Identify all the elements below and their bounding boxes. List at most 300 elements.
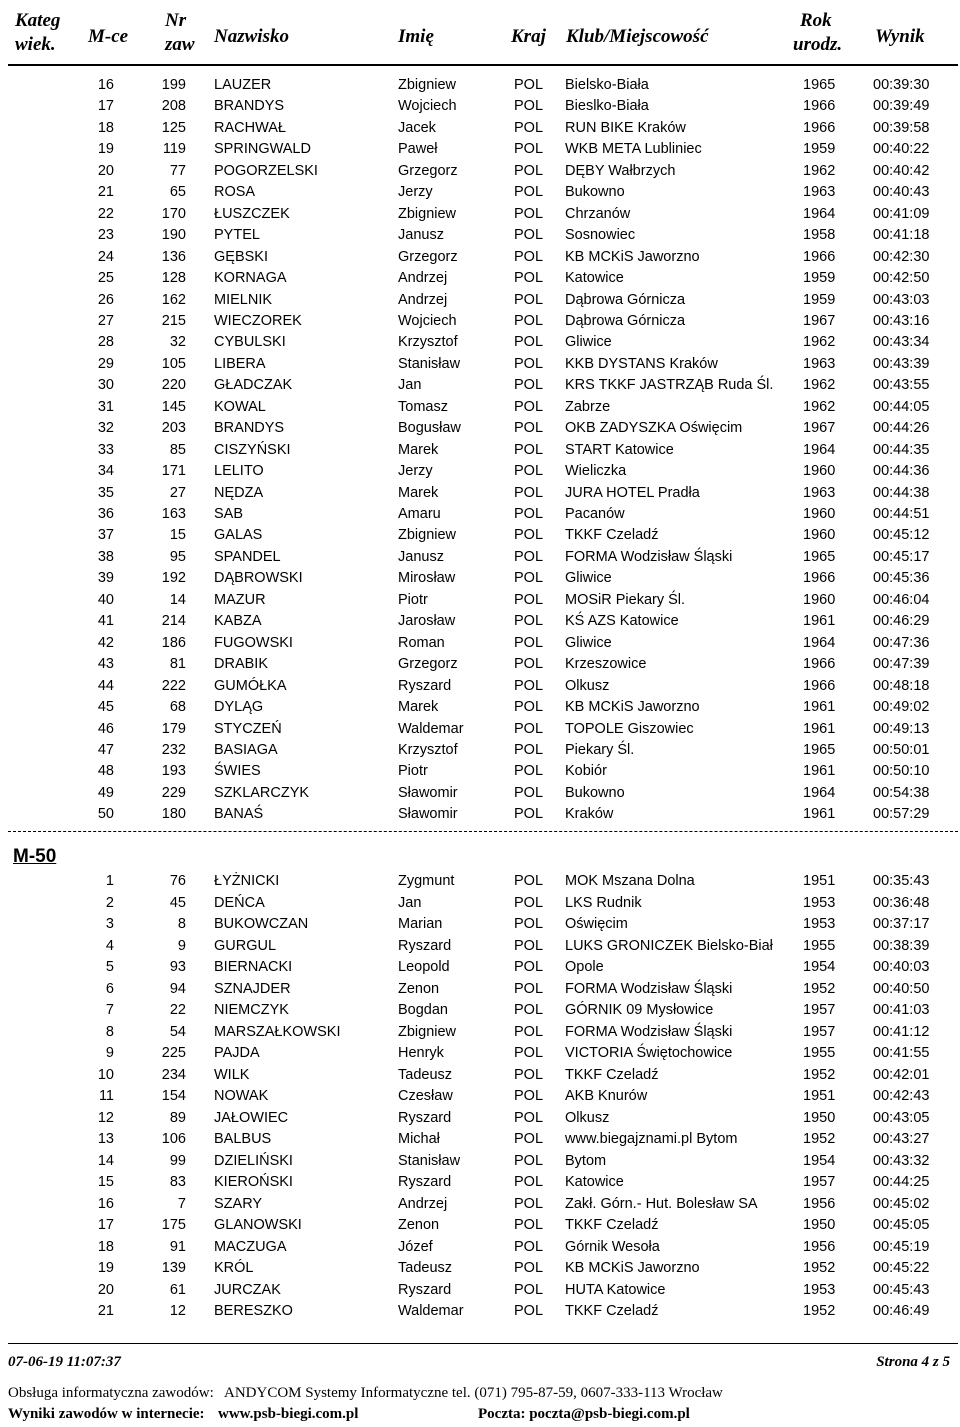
country: POL [514, 312, 544, 329]
result-time: 00:45:02 [873, 1195, 930, 1212]
result-time: 00:40:50 [873, 980, 930, 997]
surname: ŚWIES [214, 763, 261, 780]
position: 16 [97, 1195, 114, 1212]
bib-number: 7 [177, 1195, 186, 1212]
surname: GUMÓŁKA [214, 677, 287, 694]
position: 7 [105, 1002, 114, 1018]
first-name: Sławomir [398, 806, 458, 823]
table-row [0, 1258, 960, 1279]
club: KRS TKKF JASTRZĄB Ruda Śl. [565, 377, 774, 394]
header-imie: Imię [398, 26, 434, 47]
table-row [0, 525, 960, 546]
country: POL [514, 98, 544, 115]
result-time: 00:50:10 [873, 763, 930, 780]
club: KKB DYSTANS Kraków [565, 355, 718, 372]
surname: GĘBSKI [214, 248, 268, 265]
position: 14 [97, 1152, 114, 1169]
country: POL [514, 1066, 544, 1083]
table-row [0, 1129, 960, 1150]
club: TKKF Czeladź [565, 1066, 659, 1083]
table-row [0, 1194, 960, 1215]
position: 37 [97, 527, 114, 544]
country: POL [514, 1195, 544, 1212]
bib-number: 229 [161, 784, 186, 801]
birth-year: 1952 [803, 1260, 836, 1276]
birth-year: 1957 [803, 1002, 836, 1018]
first-name: Waldemar [398, 1303, 464, 1319]
club: MOK Mszana Dolna [565, 873, 695, 889]
first-name: Grzegorz [398, 162, 458, 179]
result-time: 00:43:32 [873, 1152, 930, 1169]
birth-year: 1962 [803, 334, 836, 351]
result-time: 00:42:43 [873, 1088, 930, 1104]
club: TOPOLE Giszowiec [565, 720, 694, 737]
bib-number: 163 [161, 506, 186, 522]
position: 42 [97, 634, 114, 651]
bib-number: 94 [169, 980, 186, 997]
position: 24 [97, 248, 114, 265]
first-name: Janusz [398, 227, 444, 244]
bib-number: 68 [169, 699, 186, 716]
surname: DYLĄG [214, 699, 264, 716]
position: 44 [97, 677, 114, 694]
result-time: 00:46:29 [873, 613, 930, 630]
country: POL [514, 677, 544, 694]
result-time: 00:45:22 [873, 1260, 930, 1276]
country: POL [514, 1152, 544, 1169]
position: 3 [105, 916, 114, 932]
position: 21 [97, 184, 114, 201]
first-name: Józef [398, 1238, 433, 1255]
country: POL [514, 377, 544, 394]
bib-number: 81 [169, 656, 186, 673]
result-time: 00:39:30 [873, 77, 930, 93]
bib-number: 15 [169, 527, 186, 544]
table-row [0, 893, 960, 914]
club: HUTA Katowice [565, 1281, 666, 1298]
result-time: 00:43:03 [873, 291, 930, 308]
club: Zabrze [565, 398, 611, 415]
bib-number: 208 [161, 98, 186, 115]
bib-number: 54 [169, 1023, 186, 1040]
header-kraj: Kraj [511, 26, 546, 47]
first-name: Krzysztof [398, 334, 458, 351]
birth-year: 1965 [803, 548, 836, 565]
result-time: 00:45:05 [873, 1217, 930, 1233]
footer-service-value: ANDYCOM Systemy Informatyczne tel. (071) 795-87-59, 0607-333-113 Wrocław [224, 1385, 723, 1401]
table-row [0, 1043, 960, 1064]
surname: GURGUL [214, 937, 277, 954]
country: POL [514, 441, 544, 458]
surname: ROSA [214, 184, 256, 201]
position: 38 [97, 548, 114, 565]
birth-year: 1950 [803, 1217, 836, 1233]
first-name: Tomasz [398, 398, 448, 415]
surname: WILK [214, 1066, 250, 1083]
table-row [0, 1151, 960, 1172]
position: 48 [97, 763, 114, 780]
table-row [0, 1108, 960, 1129]
position: 41 [97, 613, 114, 630]
club: RUN BIKE Kraków [565, 119, 686, 136]
position: 21 [97, 1303, 114, 1319]
birth-year: 1959 [803, 291, 836, 308]
country: POL [514, 634, 544, 651]
table-row [0, 204, 960, 225]
surname: ŁYŻNICKI [214, 873, 280, 889]
surname: FUGOWSKI [214, 634, 293, 651]
bib-number: 45 [169, 894, 186, 911]
table-row [0, 654, 960, 675]
table-row [0, 118, 960, 139]
bib-number: 234 [161, 1066, 186, 1083]
table-row [0, 1065, 960, 1086]
country: POL [514, 527, 544, 544]
surname: KRÓL [214, 1260, 254, 1276]
country: POL [514, 613, 544, 630]
birth-year: 1953 [803, 1281, 836, 1298]
first-name: Krzysztof [398, 741, 458, 758]
country: POL [514, 699, 544, 716]
position: 47 [97, 741, 114, 758]
first-name: Tadeusz [398, 1066, 453, 1083]
position: 12 [97, 1109, 114, 1126]
category-label: M-50 [13, 846, 57, 867]
country: POL [514, 420, 544, 437]
result-time: 00:41:03 [873, 1002, 930, 1018]
position: 33 [97, 441, 114, 458]
first-name: Waldemar [398, 720, 464, 737]
bib-number: 22 [169, 1002, 186, 1018]
surname: PAJDA [214, 1045, 260, 1061]
club: KB MCKiS Jaworzno [565, 1260, 700, 1276]
country: POL [514, 334, 544, 351]
result-time: 00:47:39 [873, 656, 930, 673]
result-time: 00:54:38 [873, 784, 930, 801]
table-row [0, 697, 960, 718]
country: POL [514, 1238, 544, 1255]
position: 39 [97, 570, 114, 587]
surname: ŁUSZCZEK [214, 205, 290, 222]
table-row [0, 96, 960, 117]
result-time: 00:44:35 [873, 441, 930, 458]
table-row [0, 1301, 960, 1322]
country: POL [514, 720, 544, 737]
bib-number: 89 [169, 1109, 186, 1126]
country: POL [514, 1088, 544, 1104]
club: Gliwice [565, 570, 612, 587]
result-time: 00:45:17 [873, 548, 930, 565]
position: 5 [105, 959, 114, 975]
table-row [0, 633, 960, 654]
country: POL [514, 656, 544, 673]
position: 2 [105, 894, 114, 911]
club: VICTORIA Świętochowice [565, 1045, 733, 1061]
first-name: Grzegorz [398, 656, 458, 673]
birth-year: 1953 [803, 894, 836, 911]
club: Pacanów [565, 506, 625, 522]
first-name: Andrzej [398, 1195, 448, 1212]
country: POL [514, 506, 544, 522]
footer-mail[interactable]: Poczta: poczta@psb-biegi.com.pl [478, 1406, 690, 1422]
result-time: 00:44:26 [873, 420, 930, 437]
result-time: 00:44:25 [873, 1174, 930, 1190]
country: POL [514, 77, 544, 93]
birth-year: 1961 [803, 720, 836, 737]
bib-number: 119 [162, 141, 186, 158]
first-name: Andrzej [398, 270, 448, 287]
country: POL [514, 205, 544, 222]
result-time: 00:40:43 [873, 184, 930, 201]
surname: JURCZAK [214, 1281, 281, 1298]
first-name: Janusz [398, 548, 444, 565]
table-row [0, 418, 960, 439]
table-row [0, 268, 960, 289]
country: POL [514, 1260, 544, 1276]
first-name: Leopold [398, 959, 450, 975]
club: TKKF Czeladź [565, 1217, 659, 1233]
bib-number: 199 [161, 77, 186, 93]
table-row [0, 290, 960, 311]
surname: SZNAJDER [214, 980, 291, 997]
country: POL [514, 162, 544, 179]
club: Chrzanów [565, 205, 631, 222]
club: Kraków [565, 806, 614, 823]
country: POL [514, 291, 544, 308]
surname: BUKOWCZAN [214, 916, 309, 932]
birth-year: 1964 [803, 634, 836, 651]
position: 26 [97, 291, 114, 308]
first-name: Jarosław [398, 613, 456, 630]
table-row [0, 783, 960, 804]
club: FORMA Wodzisław Śląski [565, 980, 733, 997]
club: KB MCKiS Jaworzno [565, 248, 700, 265]
club: Zakł. Górn.- Hut. Bolesław SA [565, 1195, 758, 1212]
surname: MARSZAŁKOWSKI [214, 1023, 341, 1040]
country: POL [514, 355, 544, 372]
table-row [0, 1000, 960, 1021]
birth-year: 1952 [803, 1131, 836, 1147]
first-name: Stanisław [398, 355, 461, 372]
club: JURA HOTEL Pradła [565, 484, 700, 501]
footer-divider [8, 1343, 958, 1344]
birth-year: 1961 [803, 613, 836, 630]
bib-number: 32 [169, 334, 186, 351]
birth-year: 1967 [803, 420, 836, 437]
table-row [0, 375, 960, 396]
result-time: 00:45:36 [873, 570, 930, 587]
surname: BIERNACKI [214, 959, 293, 975]
table-row [0, 504, 960, 525]
surname: BALBUS [214, 1131, 272, 1147]
country: POL [514, 1174, 544, 1190]
country: POL [514, 484, 544, 501]
surname: RACHWAŁ [214, 119, 286, 136]
birth-year: 1962 [803, 398, 836, 415]
country: POL [514, 227, 544, 244]
position: 8 [105, 1023, 114, 1040]
first-name: Wojciech [398, 312, 457, 329]
result-time: 00:48:18 [873, 677, 930, 694]
club: Oświęcim [565, 916, 628, 932]
first-name: Zbigniew [398, 205, 457, 222]
position: 15 [97, 1174, 114, 1190]
country: POL [514, 398, 544, 415]
first-name: Marek [398, 484, 439, 501]
club: WKB META Lubliniec [565, 141, 702, 158]
first-name: Czesław [398, 1088, 453, 1104]
club: Wieliczka [565, 463, 627, 480]
bib-number: 136 [161, 248, 186, 265]
club: Dąbrowa Górnicza [565, 312, 686, 329]
footer-timestamp: 07-06-19 11:07:37 [8, 1354, 121, 1370]
bib-number: 214 [161, 613, 186, 630]
bib-number: 180 [161, 806, 186, 823]
position: 19 [97, 141, 114, 158]
position: 20 [97, 1281, 114, 1298]
surname: JAŁOWIEC [214, 1109, 289, 1126]
bib-number: 222 [161, 677, 186, 694]
birth-year: 1966 [803, 248, 836, 265]
position: 28 [97, 334, 114, 351]
header-kateg-2: wiek. [15, 34, 56, 55]
result-time: 00:44:05 [873, 398, 930, 415]
country: POL [514, 1045, 544, 1061]
first-name: Henryk [398, 1045, 444, 1061]
position: 18 [97, 119, 114, 136]
surname: CYBULSKI [214, 334, 286, 351]
table-row [0, 676, 960, 697]
club: Gliwice [565, 634, 612, 651]
surname: BRANDYS [214, 420, 285, 437]
bib-number: 215 [161, 312, 186, 329]
table-row [0, 979, 960, 1000]
surname: GŁADCZAK [214, 377, 293, 394]
first-name: Ryszard [398, 677, 452, 694]
table-row [0, 75, 960, 96]
club: DĘBY Wałbrzych [565, 162, 676, 179]
surname: SZARY [214, 1195, 263, 1212]
footer-page: Strona 4 z 5 [876, 1354, 950, 1370]
country: POL [514, 937, 544, 954]
surname: LELITO [214, 463, 264, 480]
result-time: 00:43:05 [873, 1109, 930, 1126]
surname: MAZUR [214, 591, 266, 608]
bib-number: 139 [161, 1260, 186, 1276]
surname: KIEROŃSKI [214, 1174, 293, 1190]
table-row [0, 568, 960, 589]
country: POL [514, 1023, 544, 1040]
birth-year: 1954 [803, 959, 836, 975]
first-name: Ryszard [398, 1281, 452, 1298]
bib-number: 232 [161, 741, 186, 758]
table-row [0, 139, 960, 160]
first-name: Marek [398, 699, 439, 716]
header-wynik: Wynik [875, 26, 925, 47]
club: KŚ AZS Katowice [565, 613, 679, 630]
surname: NIEMCZYK [214, 1002, 289, 1018]
result-time: 00:43:55 [873, 377, 930, 394]
birth-year: 1960 [803, 463, 836, 480]
table-row [0, 871, 960, 892]
result-time: 00:39:58 [873, 119, 930, 136]
birth-year: 1964 [803, 784, 836, 801]
result-time: 00:43:27 [873, 1131, 930, 1147]
birth-year: 1963 [803, 184, 836, 201]
club: Dąbrowa Górnicza [565, 291, 686, 308]
birth-year: 1959 [803, 141, 836, 158]
birth-year: 1965 [803, 77, 836, 93]
result-time: 00:41:55 [873, 1045, 930, 1061]
birth-year: 1952 [803, 980, 836, 997]
bib-number: 91 [169, 1238, 186, 1255]
first-name: Tadeusz [398, 1260, 453, 1276]
footer-results-url[interactable]: www.psb-biegi.com.pl [218, 1406, 359, 1422]
birth-year: 1956 [803, 1238, 836, 1255]
club: TKKF Czeladź [565, 1303, 659, 1319]
surname: LIBERA [214, 355, 266, 372]
position: 1 [105, 873, 114, 889]
first-name: Marek [398, 441, 439, 458]
bib-number: 27 [169, 484, 186, 501]
result-time: 00:46:04 [873, 591, 930, 608]
position: 22 [97, 205, 114, 222]
footer-service-label: Obsługa informatyczna zawodów: [8, 1385, 214, 1401]
first-name: Stanisław [398, 1152, 461, 1169]
first-name: Bogdan [398, 1002, 448, 1018]
table-row [0, 590, 960, 611]
first-name: Jerzy [398, 463, 433, 480]
table-row [0, 761, 960, 782]
position: 32 [97, 420, 114, 437]
table-row [0, 1215, 960, 1236]
birth-year: 1960 [803, 591, 836, 608]
birth-year: 1966 [803, 98, 836, 115]
birth-year: 1954 [803, 1152, 836, 1169]
result-time: 00:39:49 [873, 98, 930, 115]
position: 18 [97, 1238, 114, 1255]
table-row [0, 311, 960, 332]
first-name: Marian [398, 916, 443, 932]
header-nr-2: zaw [165, 34, 195, 55]
position: 4 [105, 937, 114, 954]
country: POL [514, 1303, 544, 1319]
bib-number: 193 [161, 763, 186, 780]
position: 6 [105, 980, 114, 997]
result-time: 00:49:13 [873, 720, 930, 737]
birth-year: 1957 [803, 1174, 836, 1190]
section-divider [8, 831, 958, 832]
birth-year: 1961 [803, 699, 836, 716]
birth-year: 1955 [803, 1045, 836, 1061]
result-time: 00:41:12 [873, 1023, 930, 1040]
country: POL [514, 184, 544, 201]
country: POL [514, 806, 544, 823]
club: LUKS GRONICZEK Bielsko-Biał [565, 937, 773, 954]
result-time: 00:42:50 [873, 270, 930, 287]
bib-number: 192 [161, 570, 186, 587]
surname: DRABIK [214, 656, 268, 673]
birth-year: 1961 [803, 763, 836, 780]
surname: KABZA [214, 613, 262, 630]
bib-number: 162 [161, 291, 186, 308]
bib-number: 145 [161, 398, 186, 415]
country: POL [514, 463, 544, 480]
header-kateg: Kateg [15, 10, 61, 31]
result-time: 00:43:16 [873, 312, 930, 329]
first-name: Zygmunt [398, 873, 455, 889]
position: 13 [97, 1131, 114, 1147]
